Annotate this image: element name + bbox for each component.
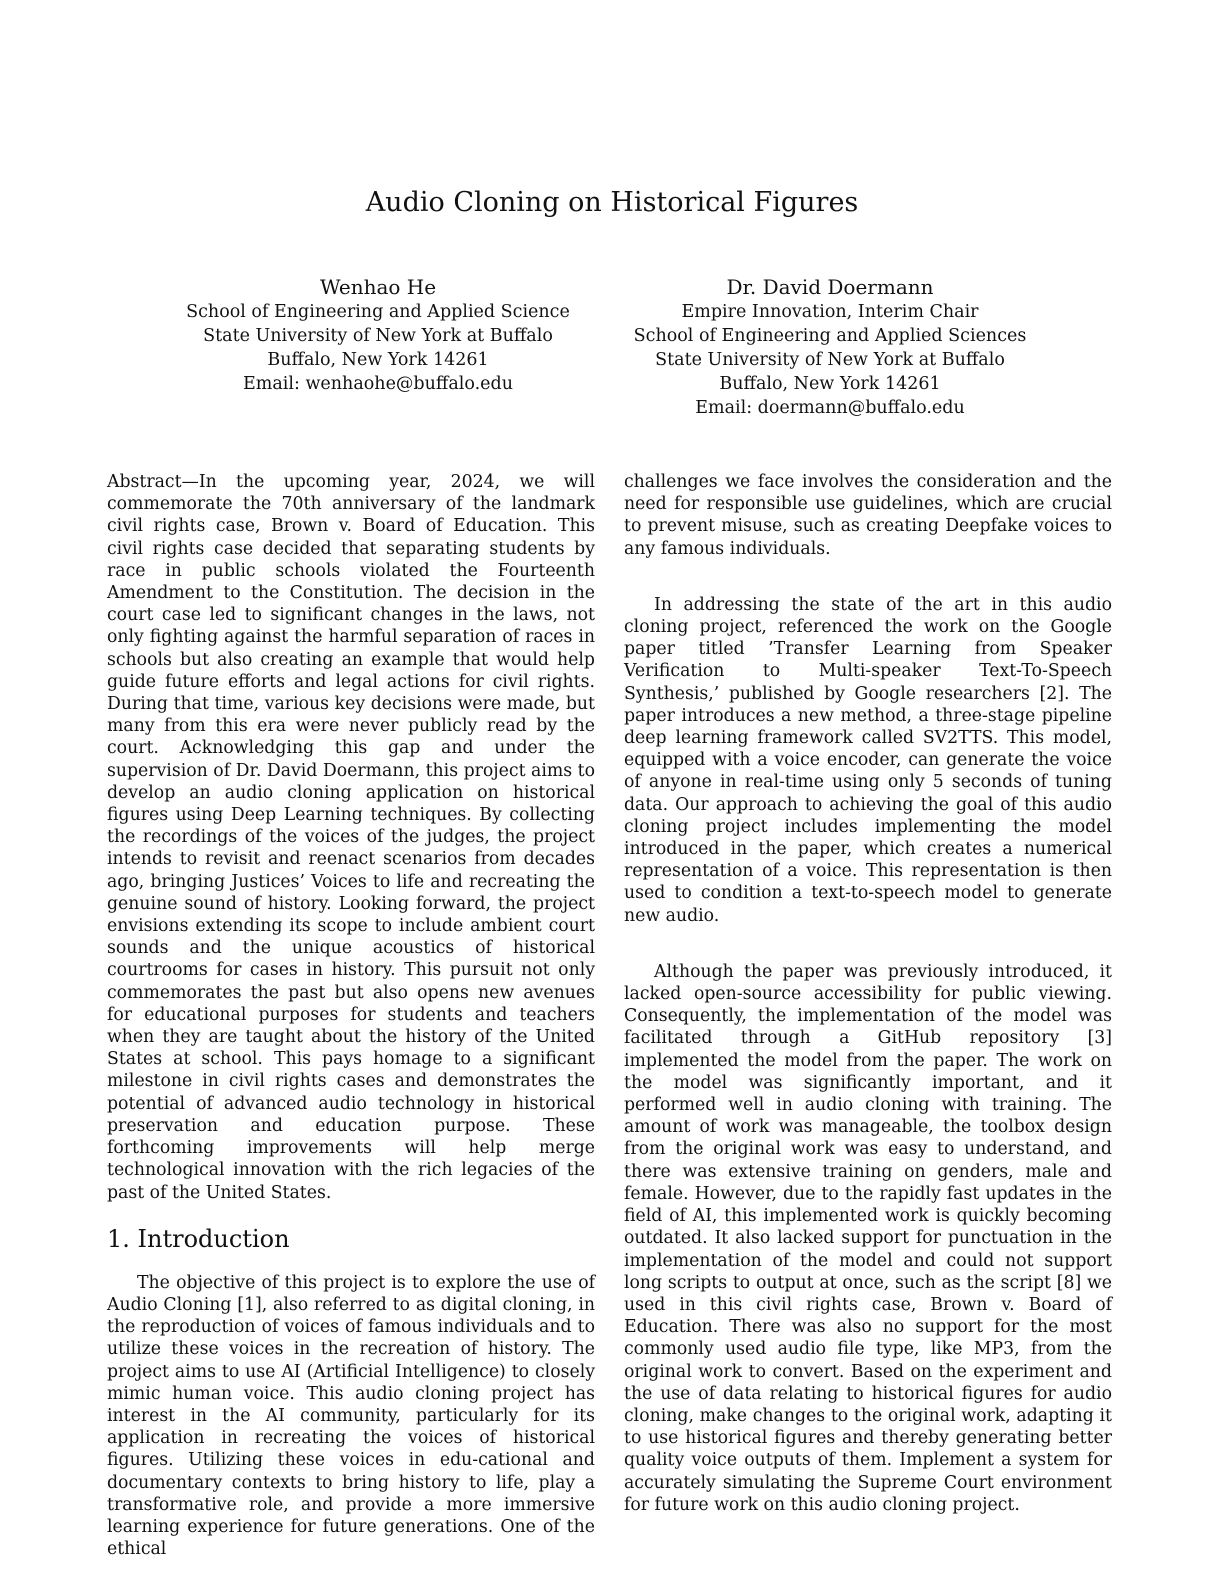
intro-paragraph-1-part-a: The objective of this project is to explore the use of Audio Cloning [1], also referred to as digital cloning, in the reproduction of voices of famous individuals and to utilize these voices in the recreation of history. The project aims to use AI (Artificial Intelligence) to closely mimic human voice. This audio cloning project has interest in the AI community, particularly for its application in recreating the voices of historical figures. Utilizing these voices in edu-cational and documentary contexts to bring history to life, play a transformative role, and provide a more immersive learning experience for future generations. One of the ethical <box>107 1272 595 1560</box>
author-block-1 <box>168 275 588 396</box>
abstract-label: Abstract— <box>107 472 199 492</box>
intro-paragraph-2: In addressing the state of the art in this audio cloning project, referenced the work on the Google paper titled ’Transfer Learning from Speaker Verification to Multi-speaker Text-To-Speech Synthesis,’ published by Google researchers [2]. The paper introduces a new method, a three-stage pipeline deep learning framework called SV2TTS. This model, equipped with a voice encoder, can generate the voice of anyone in real-time using only 5 seconds of tuning data. Our approach to achieving the goal of this audio cloning project includes implementing the model introduced in the paper, which creates a numerical representation of a voice. This representation is then used to condition a text-to-speech model to generate new audio. <box>624 594 1112 926</box>
paper-title: Audio Cloning on Historical Figures <box>365 187 859 218</box>
author-affiliation: State University of New York at Buffalo <box>203 326 553 346</box>
left-column <box>107 471 595 1560</box>
author-affiliation: Buffalo, New York 14261 <box>267 350 489 370</box>
author-name: Wenhao He <box>319 275 437 299</box>
author-name: Dr. David Doermann <box>726 275 934 299</box>
author-affiliation: School of Engineering and Applied Science <box>186 302 570 322</box>
intro-paragraph-3: Although the paper was previously introduced, it lacked open-source accessibility for public viewing. Consequently, the implementation of the model was facilitated through a GitHub repository [3] implemented the model from the paper. The work on the model was significantly important, and it performed well in audio cloning with training. The amount of work was manageable, the toolbox design from the original work was easy to understand, and there was extensive training on genders, male and female. However, due to the rapidly fast updates in the field of AI, this implemented work is quickly becoming outdated. It also lacked support for punctuation in the implementation of the model and could not support long scripts to output at once, such as the script [8] we used in this civil rights case, Brown v. Board of Education. There was also no support for the most commonly used audio file type, like MP3, from the original work to convert. Based on the experiment and the use of data relating to historical figures for audio cloning, make changes to the original work, adapting it to use historical figures and thereby generating better quality voice outputs of them. Implement a system for accurately simulating the Supreme Court environment for future work on this audio cloning project. <box>624 961 1112 1515</box>
author-affiliation: Empire Innovation, Interim Chair <box>681 302 979 322</box>
author-email: Email: doermann@buffalo.edu <box>695 398 965 418</box>
author-affiliation: Buffalo, New York 14261 <box>719 374 941 394</box>
author-affiliation: State University of New York at Buffalo <box>655 350 1005 370</box>
author-email: Email: wenhaohe@buffalo.edu <box>243 374 513 394</box>
abstract-text: In the upcoming year, 2024, we will commemorate the 70th anniversary of the landmark civil rights case, Brown v. Board of Education. This civil rights case decided that separating students by race in public schools violated the Fourteenth Amendment to the Constitution. The decision in the court case led to significant changes in the laws, not only fighting against the harmful separation of races in schools but also creating an example that would help guide future efforts and legal actions for civil rights. During that time, various key decisions were made, but many from this era were never publicly read by the court. Acknowledging this gap and under the supervision of Dr. David Doermann, this project aims to develop an audio cloning application on historical figures using Deep Learning techniques. By collecting the recordings of the voices of the judges, the project intends to revisit and reenact scenarios from decades ago, bringing Justices’ Voices to life and recreating the genuine sound of history. Looking forward, the project envisions extending its scope to include ambient court sounds and the unique acoustics of historical courtrooms for cases in history. This pursuit not only commemorates the past but also opens new avenues for educational purposes for students and teachers when they are taught about the history of the United States at school. This pays homage to a significant milestone in civil rights cases and demonstrates the potential of advanced audio technology in historical preservation and education purpose. These forthcoming improvements will help merge technological innovation with the rich legacies of the past of the United States. <box>107 472 595 1203</box>
author-affiliation: School of Engineering and Applied Sciences <box>633 326 1027 346</box>
intro-paragraph-1-part-b: challenges we face involves the consideration and the need for responsible use guidelines, which are crucial to prevent misuse, such as creating Deepfake voices to any famous individuals. <box>624 472 1112 559</box>
section-heading: 1. Introduction <box>107 1224 290 1253</box>
abstract <box>107 471 595 1204</box>
right-column <box>624 471 1112 1516</box>
author-block-2 <box>620 275 1040 420</box>
